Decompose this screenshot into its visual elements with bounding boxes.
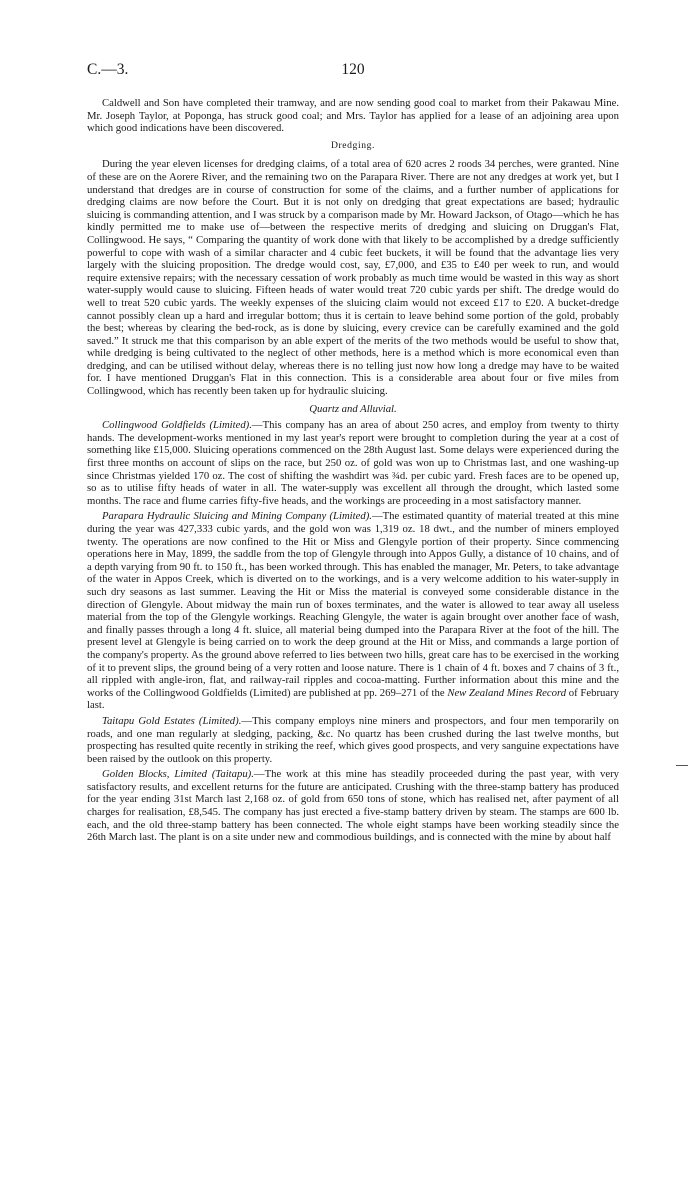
golden-blocks-paragraph	[87, 768, 619, 844]
company-name-collingwood: Collingwood Goldfields (Limited).	[102, 419, 252, 432]
mines-record-title: New Zealand Mines Record	[447, 686, 567, 699]
golden-blocks-text: —The work at this mine has steadily proceeded during the past year, with very satisfactory results, and excellent returns for the future are anticipated. Crushing with the three-stamp battery has produced for the year ending 31st March last 2,168 oz. of gold from 650 tons of stone, which has realised net, after payment of all charges for realisation, £8,545. The company has just erected a five-stamp battery driven by steam. The stamps are 600 lb. each, and the old three-stamp battery has been connected. The whole eight stamps have been working steadily since the 26th March last. The plant is on a site under new and commodious buildings, and is connected with the mine by about half	[87, 768, 619, 844]
section-heading-dredging: Dredging.	[330, 139, 376, 151]
margin-dash	[676, 765, 688, 766]
running-head	[87, 60, 619, 80]
intro-paragraph: Caldwell and Son have completed their tramway, and are now sending good coal to market from their Pakawau Mine. Mr. Joseph Taylor, at Poponga, has struck good coal; and Mrs. Taylor has applied for a lease of an adjoining area upon which good indications have been discovered.	[87, 97, 619, 135]
page-body	[87, 97, 619, 847]
taitapu-paragraph	[87, 715, 619, 765]
parapara-tail: of February last.	[87, 686, 619, 712]
page-number: 120	[341, 61, 365, 78]
collingwood-text: —This company has an area of about 250 acres, and employ from twenty to thirty hands. The development-works mentioned in my last year's report were brought to completion during the year at a cost of something like £15,000. Sluicing operations commenced on the 28th August last. Some delays were experienced during the first three months on account of slips on the race, but 250 oz. of gold was won up to Christmas last, and one washing-up since Christmas yielded 170 oz. The cost of shifting the washdirt was ¾d. per cubic yard. Fresh faces are to be opened up, so as to utilise fifty heads of water in all. The water-supply was excellent all through the drought, which lasted some months. The race and flume carries fifty-five heads, and the workings are proceeding in a most satisfactory manner.	[87, 419, 619, 507]
company-name-parapara: Parapara Hydraulic Sluicing and Mining Company (Limited).	[102, 510, 372, 523]
company-name-golden-blocks: Golden Blocks, Limited (Taitapu).	[102, 768, 254, 781]
report-reference: C.—3.	[87, 61, 129, 78]
collingwood-paragraph	[87, 419, 619, 507]
parapara-paragraph	[87, 510, 619, 712]
section-heading-quartz-alluvial: Quartz and Alluvial.	[309, 402, 397, 415]
taitapu-text: —This company employs nine miners and prospectors, and four men temporarily on roads, and one man regularly at sledging, packing, &c. No quartz has been crushed during the last twelve months, but prospecting has resulted quite recently in striking the reef, which gives good prospects, and very sanguine expectations have been raised by the outlook on this property.	[87, 714, 619, 765]
parapara-text: —The estimated quantity of material treated at this mine during the year was 427,333 cubic yards, and the gold won was 1,319 oz. 18 dwt., and the number of miners employed twenty. The operations are now confined to the Hit or Miss and Glengyle portion of their property. Since commencing operations here in May, 1899, the saddle from the top of Glengyle through into Appos Gully, a distance of 10 chains, and of a depth varying from 90 ft. to 150 ft., has been worked through. This has enabled the manager, Mr. Peters, to take advantage of the water in Appos Creek, which is diverted on to the workings, and is a very welcome addition to his water-supply in such dry seasons as last summer. Leaving the Hit or Miss the material is conveyed some considerable distance in the direction of Glengyle. About midway the main run of boxes terminates, and the water is allowed to tear away all useless material from the top of the Glengyle workings. Reaching Glengyle, the water is again brought over another face of wash, and finally passes through a long 4 ft. sluice, all material being dumped into the Parapara River at the foot of the hill. The present level at Glengyle is being carried on to work the deep ground at the Hit or Miss, and commands a large portion of the company's property. As the ground above referred to lies between two hills, great care has to be exercised in the working of it to prevent slips, the ground being of a very rotten and loose nature. There is 1 chain of 4 ft. boxes and 7 chains of 3 ft., all rippled with angle-iron, flat, and railway-rail ripples and cocoa-matting. Further information about this mine and the works of the Collingwood Goldfields (Limited) are published at pp. 269–271 of the	[87, 510, 619, 699]
dredging-paragraph: During the year eleven licenses for dredging claims, of a total area of 620 acres 2 roods 34 perches, were granted. Nine of these are on the Aorere River, and the remaining two on the Parapara River. There are not any dredges at work yet, but I understand that dredges are in course of construction for some of the claims, and a further number of applications for dredging claims are now before the Court. But it is not only on dredging that great expectations are based; hydraulic sluicing is commanding attention, and I was struck by a comparison made by Mr. Howard Jackson, of Otago—which he has kindly permitted me to make use of—between the respective merits of dredging and sluicing on Druggan's Flat, Collingwood. He says, “ Comparing the quantity of work done with that likely to be accomplished by a dredge sufficiently powerful to cope with wash of a similar character and 4 cubic feet buckets, it will be found that the advantage lies very largely with the sluicing proposition. The dredge would cost, say, £7,000, and £35 to £40 per week to run, and would require extensive repairs; with the necessary cessation of work probably as much time would be wasted in this way as short water-supply would cause to sluicing. Fifteen heads of water would treat 720 cubic yards per shift. The dredge would do well to treat 520 cubic yards. The weekly expenses of the sluicing claim would not exceed £17 to £20. A bucket-dredge cannot possibly clean up a hard and irregular bottom; thus it is certain to leave behind some portion of the gold, probably the best; whereas by clearing the bed-rock, as is done by sluicing, every crevice can be carefully examined and the gold saved.” It struck me that this comparison by an able expert of the merits of the two methods would be useful to show that, while dredging is being cultivated to the neglect of other methods, here is a method which is more economical even than dredging, and can be utilised without delay, whereas there is no telling just now how long a dredge may have to be waited for. I have mentioned Druggan's Flat in this connection. This is a considerable area about four or five miles from Collingwood, which has recently been taken up for hydraulic sluicing.	[87, 158, 619, 398]
company-name-taitapu: Taitapu Gold Estates (Limited).	[102, 714, 242, 727]
